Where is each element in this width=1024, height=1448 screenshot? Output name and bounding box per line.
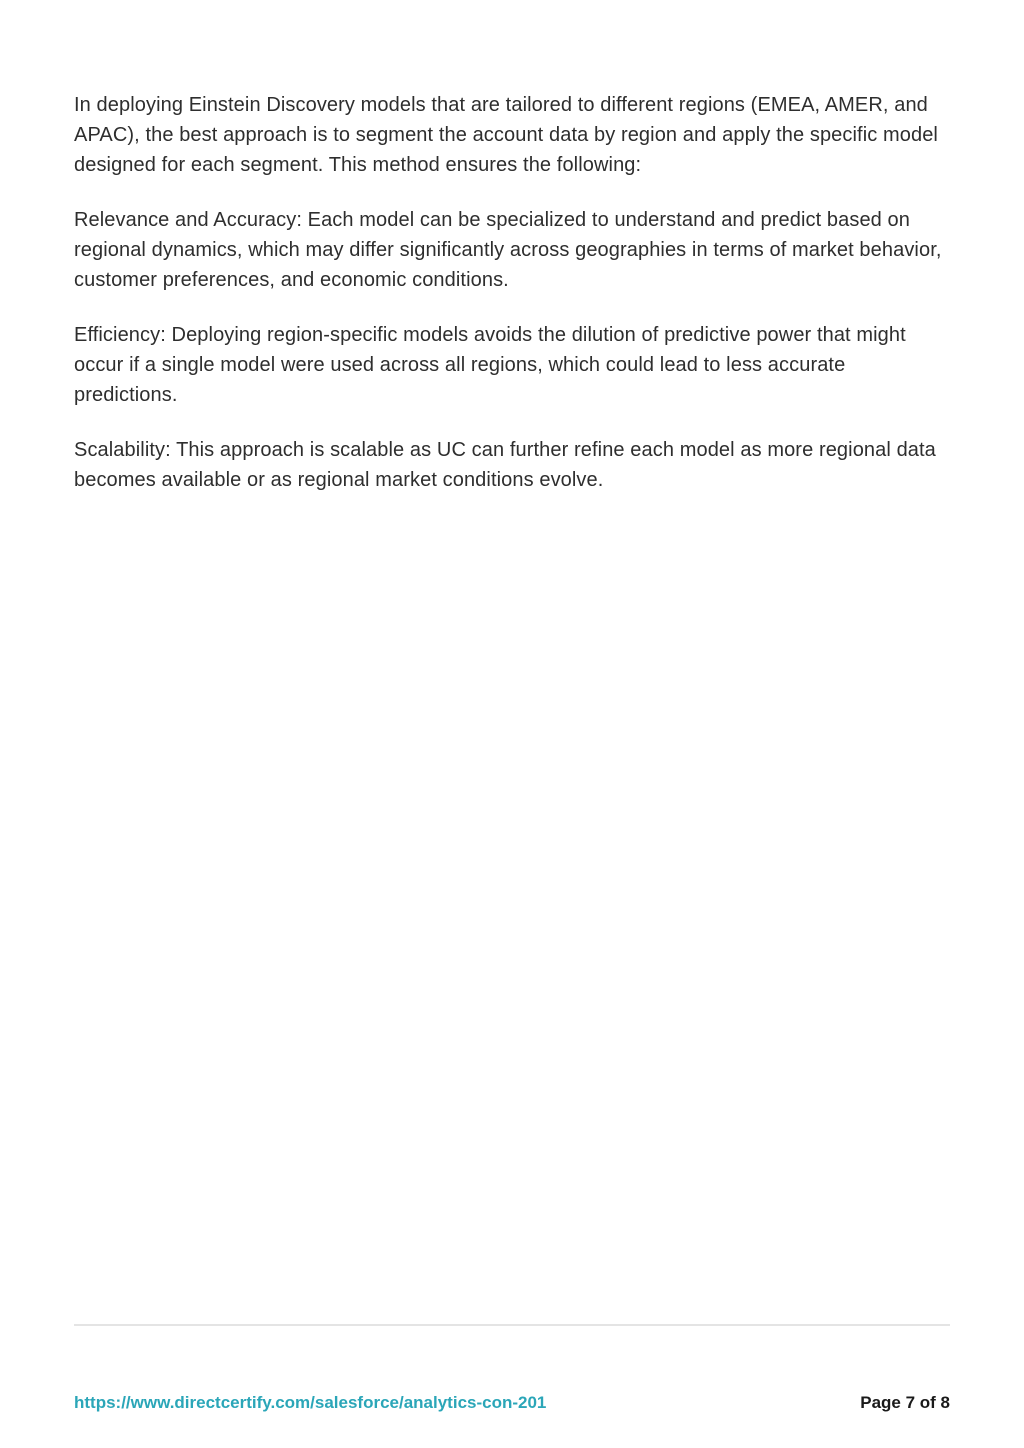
paragraph-intro: In deploying Einstein Discovery models that are tailored to different regions (EMEA, AMER, and APAC), the best approach is to segment the account data by region and apply the specific model designed for each segment. This method ensures the following: (74, 94, 938, 176)
paragraph-efficiency: Efficiency: Deploying region-specific models avoids the dilution of predictive power that might occur if a single model were used across all regions, which could lead to less accurate predictions. (74, 324, 906, 406)
paragraph-relevance-accuracy: Relevance and Accuracy: Each model can be specialized to understand and predict based on regional dynamics, which may differ significantly across geographies in terms of market behavior, customer preferences, and economic conditions. (74, 209, 942, 291)
footer-url-link[interactable]: https://www.directcertify.com/salesforce/analytics-con-201 (74, 1393, 547, 1412)
footer-divider (74, 1324, 950, 1326)
document-body (74, 90, 950, 520)
page-number-label: Page 7 of 8 (860, 1393, 950, 1412)
paragraph-scalability: Scalability: This approach is scalable as UC can further refine each model as more regional data becomes available or as regional market conditions evolve. (74, 439, 936, 491)
page-footer (74, 1392, 950, 1414)
